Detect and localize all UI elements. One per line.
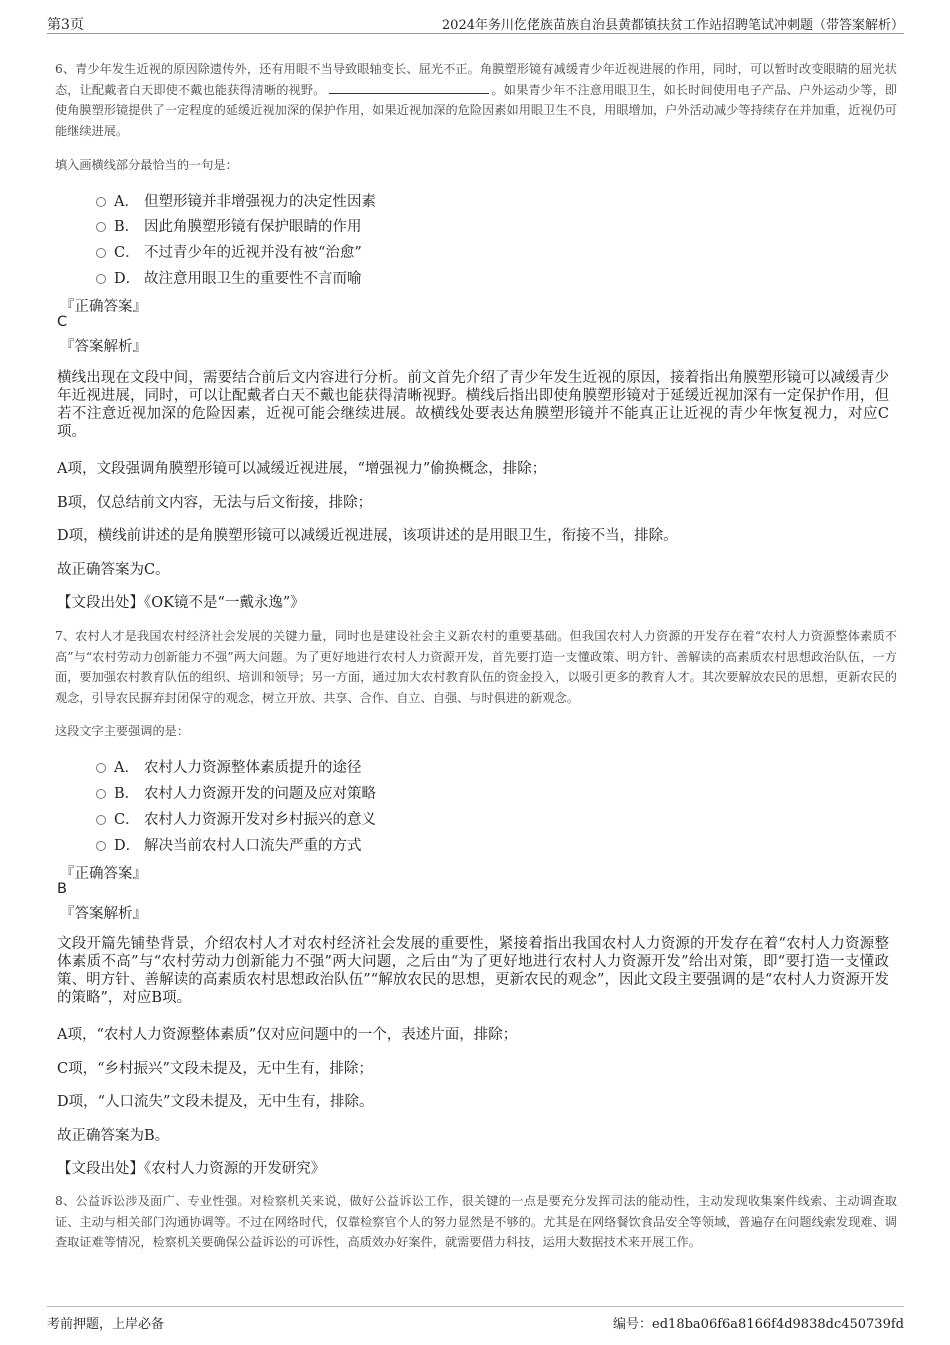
radio-icon[interactable] [96,222,106,232]
question-6-prompt: 填入画横线部分最恰当的一句是： [55,158,238,172]
radio-icon[interactable] [96,763,106,773]
q6-option-b[interactable]: B． 因此角膜塑形镜有保护眼睛的作用 [96,215,362,236]
question-8-text: 8、公益诉讼涉及面广、专业性强。对检察机关来说，做好公益诉讼工作，很关键的一点是要充分发挥司法的能动性，主动发现收集案件线索、主动调查取证、主动与相关部门沟通协调等。不过在网络时代，仅靠检察官个人的努力显然是不够的。尤其是在网络餐饮食品安全等领域，普遍存在问题线索发现难、调查取证难等情况，检察机关要确保公益诉讼的可诉性，高质效办好案件，就需要借力科技，运用大数据技术来开展工作。 [55,1194,897,1250]
answer-label: 『正确答案』 [60,299,147,315]
radio-icon[interactable] [96,197,106,207]
radio-icon[interactable] [96,789,106,799]
answer-value: B [57,881,67,897]
analysis-line: D项，“人口流失”文段未提及，无中生有，排除。 [57,1094,374,1110]
document-id: 编号：ed18ba06f6a8166f4d9838dc450739fd [613,1317,904,1332]
radio-icon[interactable] [96,248,106,258]
q6-option-a[interactable]: A． 但塑形镜并非增强视力的决定性因素 [96,190,376,211]
q6-option-c[interactable]: C． 不过青少年的近视并没有被“治愈” [96,241,362,262]
analysis-line: B项，仅总结前文内容，无法与后文衔接，排除； [57,495,373,511]
question-7-prompt: 这段文字主要强调的是： [55,724,190,738]
radio-icon[interactable] [96,841,106,851]
question-6-text: 6、青少年发生近视的原因除遗传外，还有用眼不当导致眼轴变长、屈光不正。角膜塑形镜有减缓青少年近视进展的作用，同时，可以暂时改变眼睛的屈光状态，让配戴者白天即使不戴也能获得清晰的视野。 。如果青少年不注意用眼卫生，如长时间使用电子产品、户外运动少等，即使角膜塑形镜提供了一定程度的延缓近视加深的保护作用，如果近视加深的危险因素如用眼卫生不良，用眼增加，户外活动减少等持续存在并加重，近视仍可能继续进展。 [55,62,898,139]
analysis-text: 文段开篇先铺垫背景，介绍农村人才对农村经济社会发展的重要性，紧接着指出我国农村人力资源的开发存在着“农村人力资源整体素质不高”与“农村劳动力创新能力不强”两大问题，之后由“为了更好地进行农村人力资源开发”给出对策，即“要打造一支懂政策、明方针、善解读的高素质农村思想政治队伍”“解放农民的思想，更新农民的观念”，因此文段主要强调的是“农村人力资源开发的策略”，对应B项。 [57,936,889,1006]
q7-option-a[interactable]: A． 农村人力资源整体素质提升的途径 [96,756,362,777]
source-line: 【文段出处】《农村人力资源的开发研究》 [57,1161,326,1177]
source-line: 【文段出处】《OK镜不是“一戴永逸”》 [57,595,305,611]
analysis-line: A项，文段强调角膜塑形镜可以减缓近视进展，“增强视力”偷换概念，排除； [57,461,547,477]
analysis-line: C项，“乡村振兴”文段未提及，无中生有，排除； [57,1061,373,1077]
page-number: 第3页 [47,17,84,33]
answer-label: 『正确答案』 [60,866,147,882]
analysis-line: A项，“农村人力资源整体素质”仅对应问题中的一个，表述片面，排除； [57,1027,518,1043]
analysis-label: 『答案解析』 [60,339,147,355]
question-7-text: 7、农村人才是我国农村经济社会发展的关键力量，同时也是建设社会主义新农村的重要基础。但我国农村人力资源的开发存在着“农村人力资源整体素质不高”与“农村劳动力创新能力不强”两大问题。为了更好地进行农村人力资源开发，首先要打造一支懂政策、明方针、善解读的高素质农村思想政治队伍，一方面，要加强农村教育队伍的组织、培训和领导；另一方面，通过加大农村教育队伍的资金投入，以吸引更多的教育人才。其次要解放农民的思想，更新农民的观念，引导农民摒弃封闭保守的观念，树立开放、共享、合作、自立、自强、与时俱进的新观念。 [55,629,897,706]
answer-value: C [57,314,68,330]
q7-option-b[interactable]: B． 农村人力资源开发的问题及应对策略 [96,782,376,803]
page-footer [47,1306,904,1336]
footer-slogan: 考前押题，上岸必备 [47,1317,165,1332]
final-answer-line: 故正确答案为B。 [57,1128,170,1144]
page-header [47,14,904,34]
radio-icon[interactable] [96,815,106,825]
document-title: 2024年务川仡佬族苗族自治县黄都镇扶贫工作站招聘笔试冲刺题（带答案解析） [441,18,904,33]
radio-icon[interactable] [96,274,106,284]
analysis-text: 横线出现在文段中间，需要结合前后文内容进行分析。前文首先介绍了青少年发生近视的原因，接着指出角膜塑形镜可以减缓青少年近视进展，同时，可以让配戴者白天不戴也能获得清晰视野。横线后指出即使角膜塑形镜对于延缓近视加深有一定保护作用，但若不注意近视加深的危险因素，近视可能会继续进展。故横线处要表达角膜塑形镜并不能真正让近视的青少年恢复视力，对应C项。 [57,370,889,440]
fill-blank [329,82,489,94]
final-answer-line: 故正确答案为C。 [57,562,170,578]
q7-option-c[interactable]: C． 农村人力资源开发对乡村振兴的意义 [96,808,376,829]
analysis-line: D项，横线前讲述的是角膜塑形镜可以减缓近视进展，该项讲述的是用眼卫生，衔接不当，排除。 [57,528,678,544]
analysis-label: 『答案解析』 [60,906,147,922]
q7-option-d[interactable]: D． 解决当前农村人口流失严重的方式 [96,834,362,855]
q6-option-d[interactable]: D． 故注意用眼卫生的重要性不言而喻 [96,267,362,288]
